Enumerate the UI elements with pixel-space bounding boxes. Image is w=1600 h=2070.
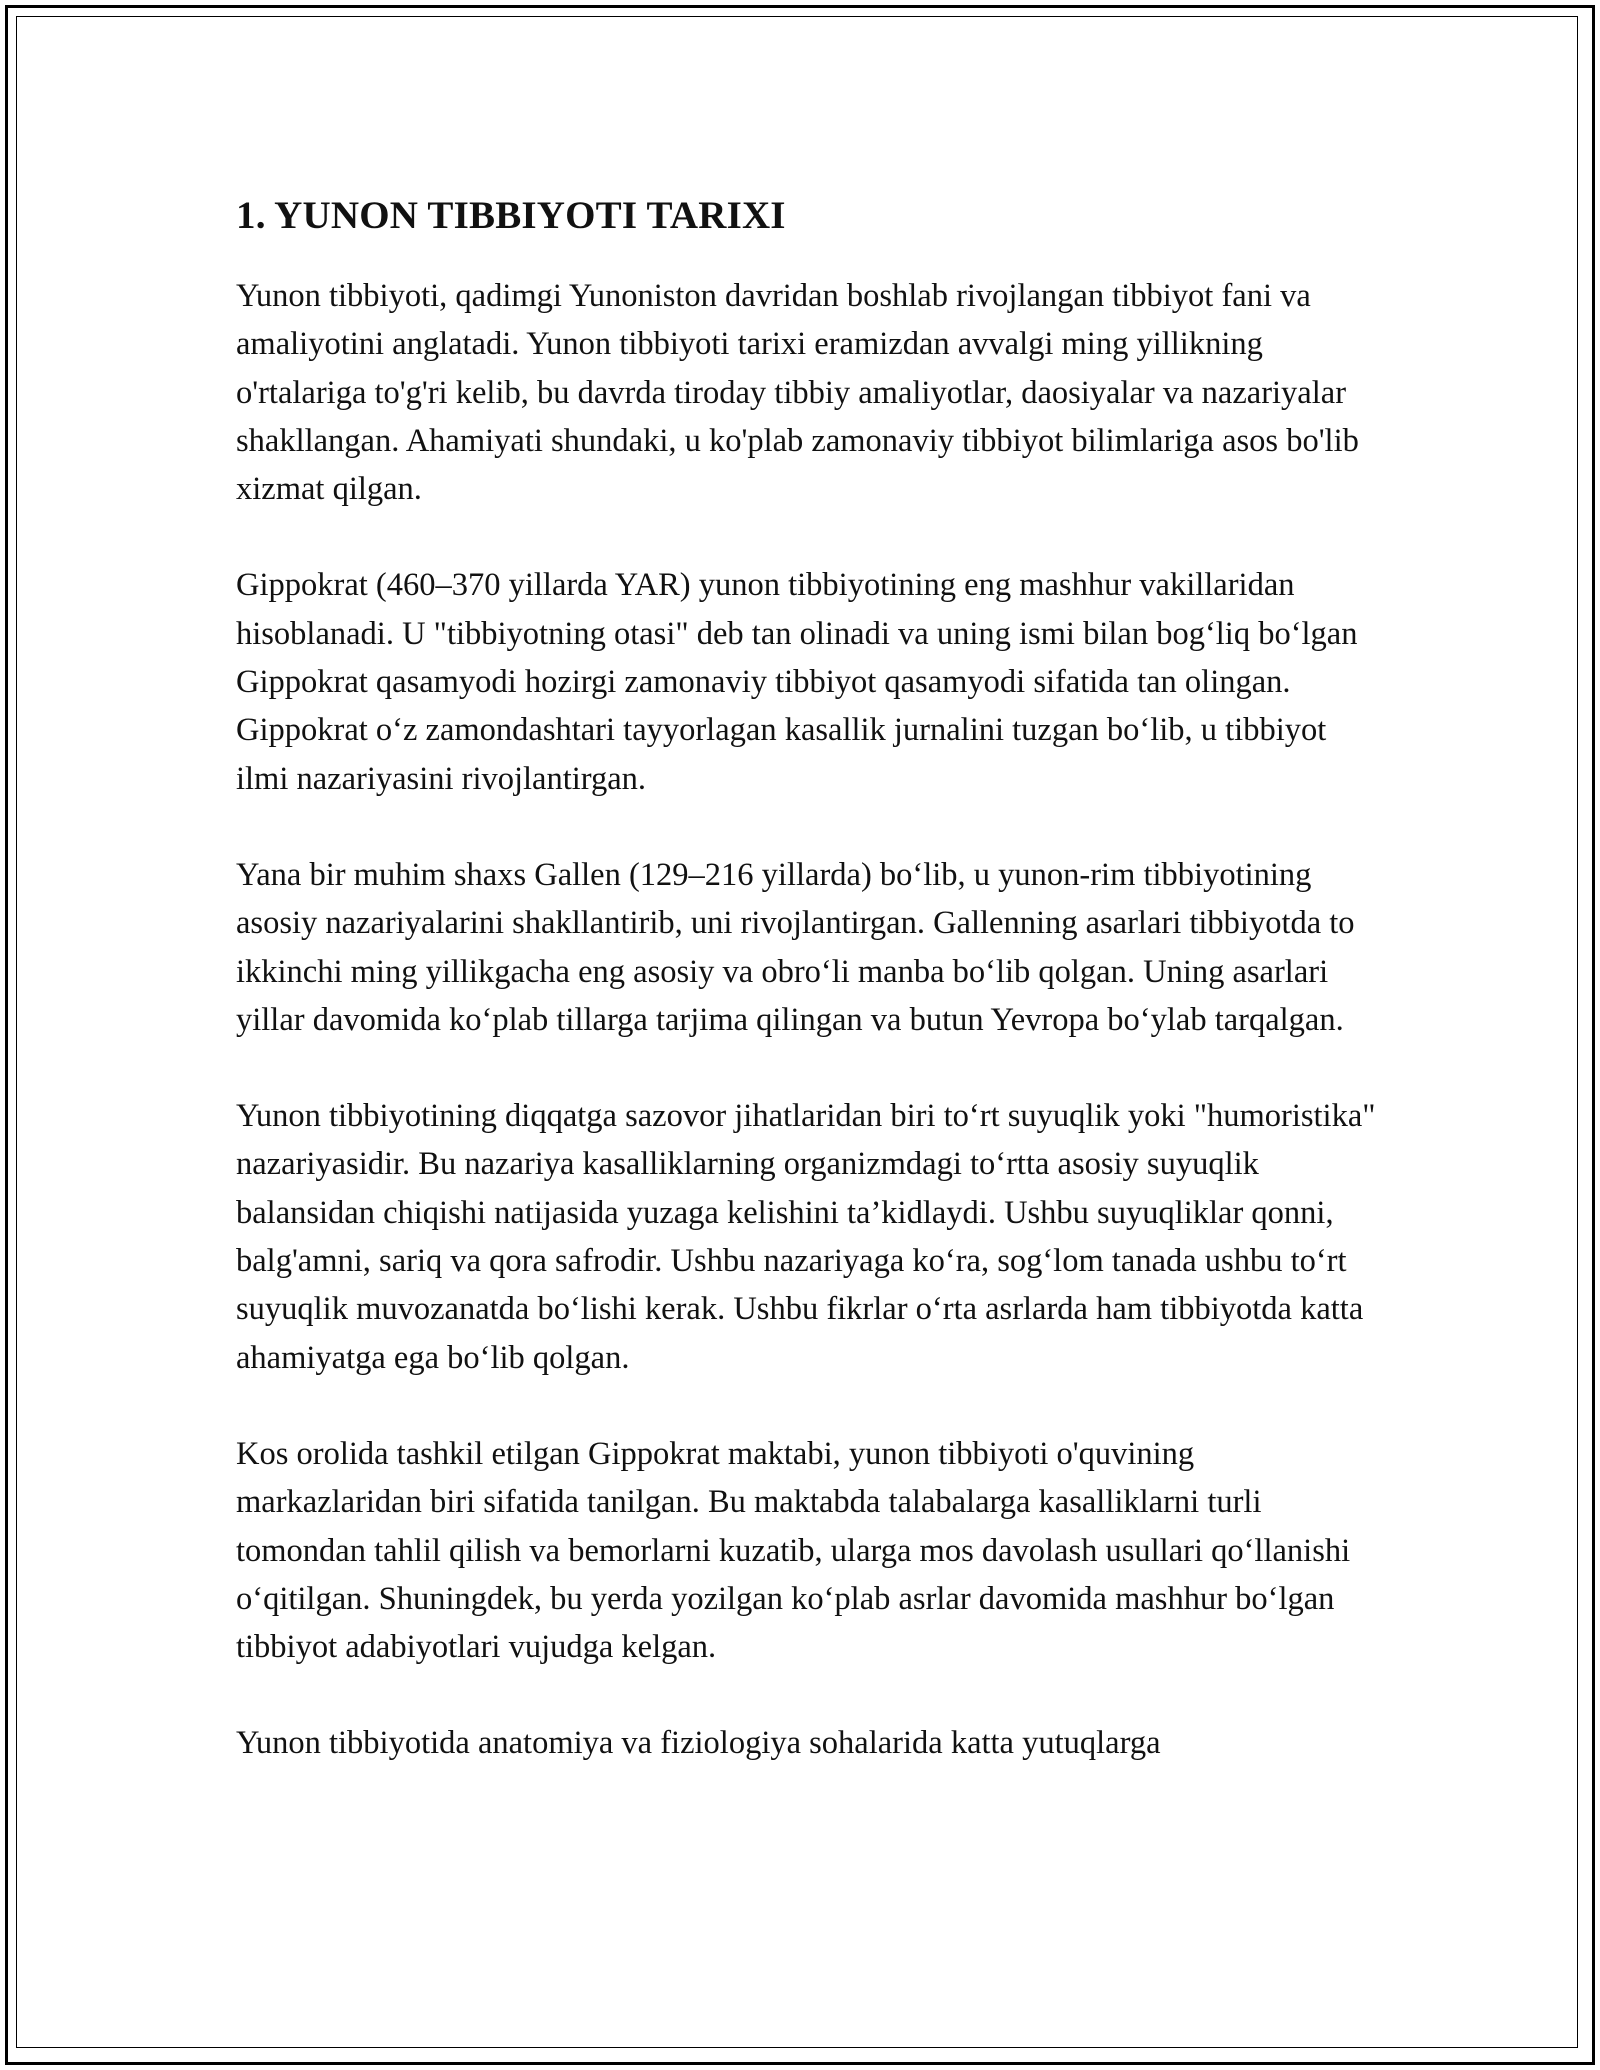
paragraph-humoristika: Yunon tibbiyotining diqqatga sazovor jihatlaridan biri to‘rt suyuqlik yoki "humoristika" nazariyasidir. Bu nazariya kasalliklarning organizmdagi to‘rtta asosiy suyuqlik balansidan chiqishi natijasida yuzaga kelishini ta’kidlaydi. Ushbu suyuqliklar qonni, balg'amni, sariq va qora safrodir. Ushbu nazariyaga ko‘ra, sog‘lom tanada ushbu to‘rt suyuqlik muvozanatda bo‘lishi kerak. Ushbu fikrlar o‘rta asrlarda ham tibbiyotda katta ahamiyatga ega bo‘lib qolgan. xyxy=(236,1098,1376,1376)
document-body xyxy=(236,190,1386,1816)
section-heading: 1. YUNON TIBBIYOTI TARIXI xyxy=(236,194,786,237)
paragraph-yunon-tibbiyoti: Yunon tibbiyoti, qadimgi Yunoniston davridan boshlab rivojlangan tibbiyot fani va amaliyotini anglatadi. Yunon tibbiyoti tarixi eramizdan avvalgi ming yillikning o'rtalariga to'g'ri kelib, bu davrda tiroday tibbiy amaliyotlar, daosiyalar va nazariyalar shakllangan. Ahamiyati shundaki, u ko'plab zamonaviy tibbiyot bilimlariga asos bo'lib xizmat qilgan. xyxy=(236,278,1359,508)
paragraph-anatomiya: Yunon tibbiyotida anatomiya va fiziologiya sohalarida katta yutuqlarga xyxy=(236,1725,1161,1762)
paragraph-gippokrat: Gippokrat (460–370 yillarda YAR) yunon tibbiyotining eng mashhur vakillaridan hisoblanadi. U "tibbiyotning otasi" deb tan olinadi va uning ismi bilan bog‘liq bo‘lgan Gippokrat qasamyodi hozirgi zamonaviy tibbiyot qasamyodi sifatida tan olingan. Gippokrat o‘z zamondashtari tayyorlagan kasallik jurnalini tuzgan bo‘lib, u tibbiyot ilmi nazariyasini rivojlantirgan. xyxy=(236,567,1358,797)
paragraph-gallen: Yana bir muhim shaxs Gallen (129–216 yillarda) bo‘lib, u yunon-rim tibbiyotining asosiy nazariyalarini shakllantirib, uni rivojlantirgan. Gallenning asarlari tibbiyotda to ikkinchi ming yillikgacha eng asosiy va obro‘li manba bo‘lib qolgan. Uning asarlari yillar davomida ko‘plab tillarga tarjima qilingan va butun Yevropa bo‘ylab tarqalgan. xyxy=(236,856,1355,1038)
paragraph-kos-maktabi: Kos orolida tashkil etilgan Gippokrat maktabi, yunon tibbiyoti o'quvining markazlaridan biri sifatida tanilgan. Bu maktabda talabalarga kasalliklarni turli tomondan tahlil qilish va bemorlarni kuzatib, ularga mos davolash usullari qo‘llanishi o‘qitilgan. Shuningdek, bu yerda yozilgan ko‘plab asrlar davomida mashhur bo‘lgan tibbiyot adabiyotlari vujudga kelgan. xyxy=(236,1435,1351,1666)
